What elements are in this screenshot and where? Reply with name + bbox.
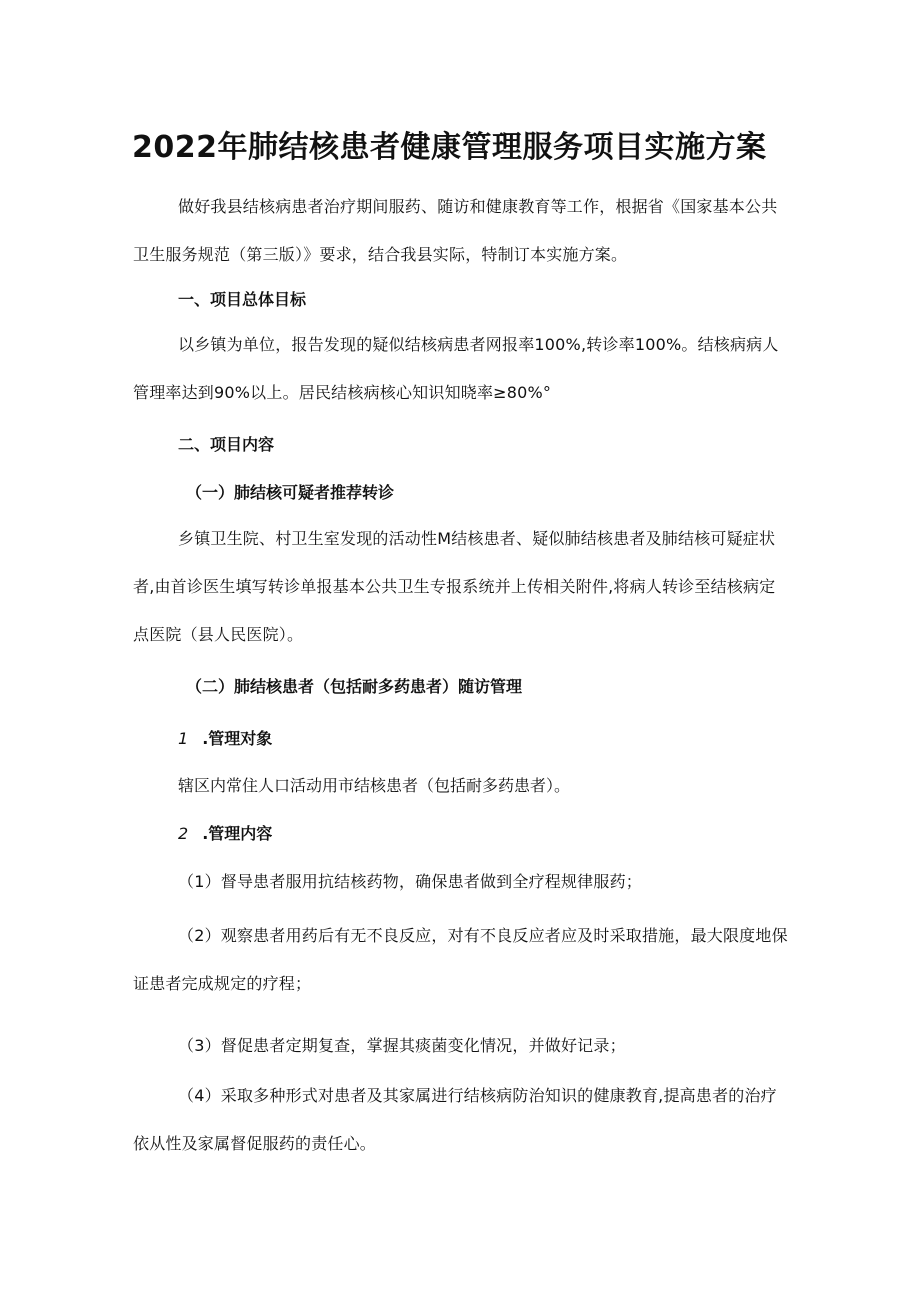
subsection2-heading: （二）肺结核患者（包括耐多药患者）随访管理: [186, 677, 523, 696]
item1-heading: [178, 727, 272, 751]
item2-heading: [178, 822, 272, 846]
section2-heading: 二、项目内容: [178, 435, 275, 454]
item1-heading-text: .管理对象: [202, 729, 273, 748]
management-point-4: （4）采取多种形式对患者及其家属进行结核病防治知识的健康教育,提高患者的治疗依从性及家属督促服药的责任心。: [133, 1086, 777, 1153]
management-point-1: （1）督导患者服用抗结核药物，确保患者做到全疗程规律服药；: [178, 872, 642, 891]
section1-heading: 一、项目总体目标: [178, 290, 307, 309]
section1-paragraph: 以乡镇为单位，报告发现的疑似结核病患者网报率100%,转诊率100%。结核病病人管理率达到90%以上。居民结核病核心知识知晓率≥80%°: [133, 335, 779, 402]
document-title: 2022年肺结核患者健康管理服务项目实施方案: [132, 130, 767, 165]
intro-paragraph: 做好我县结核病患者治疗期间服药、随访和健康教育等工作，根据省《国家基本公共卫生服务规范（第三版）》要求，结合我县实际，特制订本实施方案。: [133, 197, 778, 264]
item1-paragraph: 辖区内常住人口活动用市结核患者（包括耐多药患者）。: [178, 776, 571, 795]
item2-heading-text: .管理内容: [202, 824, 273, 843]
management-point-2: （2）观察患者用药后有无不良反应，对有不良反应者应及时采取措施，最大限度地保证患者完成规定的疗程；: [133, 926, 788, 993]
management-point-3: （3）督促患者定期复查，掌握其痰菌变化情况，并做好记录；: [178, 1036, 626, 1055]
item2-number: 2: [178, 824, 189, 843]
subsection1-heading: （一）肺结核可疑者推荐转诊: [186, 483, 395, 502]
item1-number: 1: [178, 729, 189, 748]
subsection1-paragraph: 乡镇卫生院、村卫生室发现的活动性M结核患者、疑似肺结核患者及肺结核可疑症状者,由首诊医生填写转诊单报基本公共卫生专报系统并上传相关附件,将病人转诊至结核病定点医院（县人民医院）。: [133, 529, 776, 644]
